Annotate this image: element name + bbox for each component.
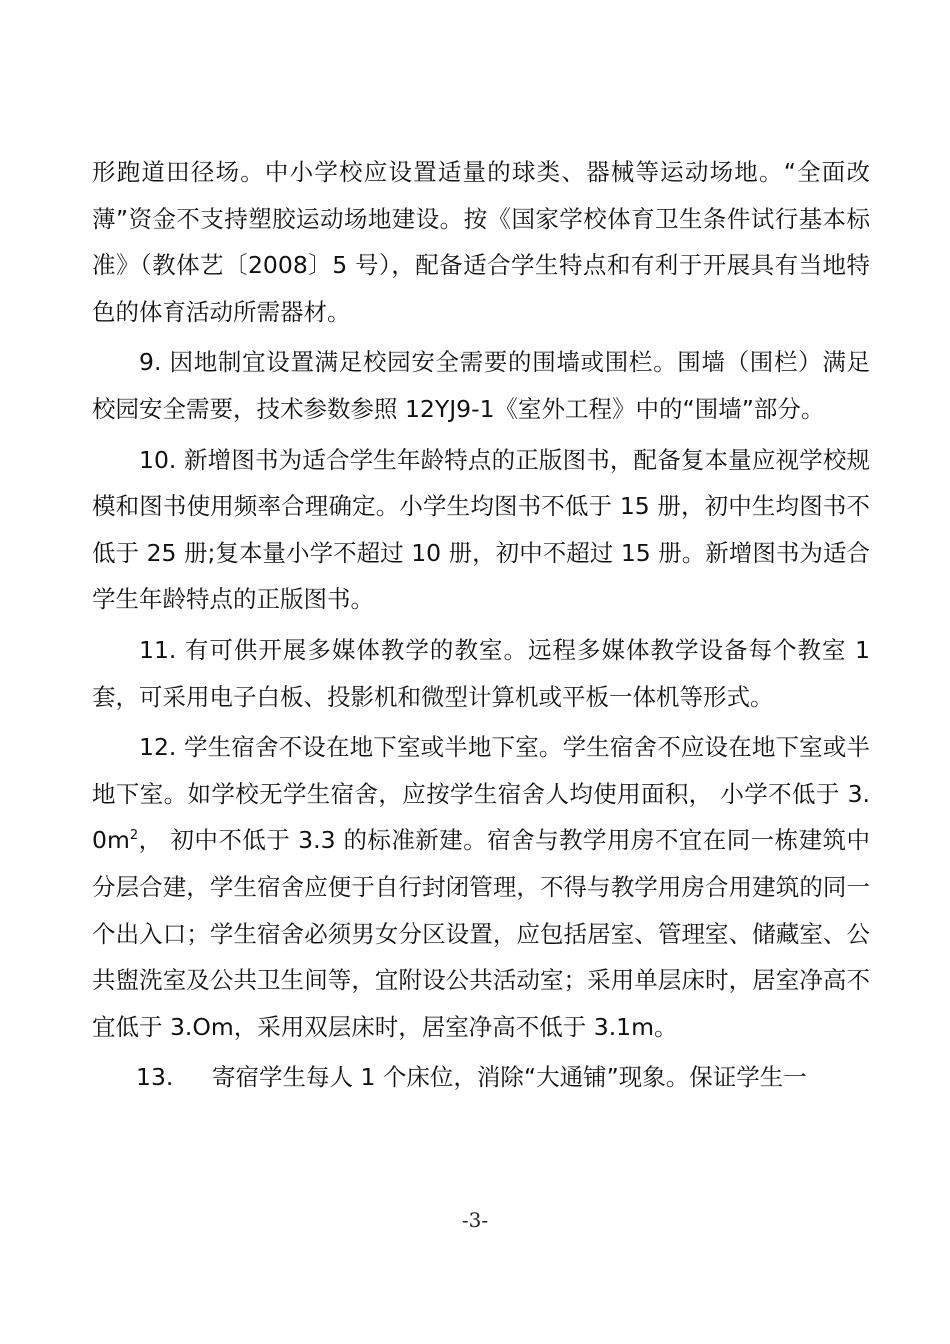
paragraph-11: 11. 有可供开展多媒体教学的教室。远程多媒体教学设备每个教室 1 套，可采用电子白板、投影机和微型计算机或平板一体机等形式。 — [92, 635, 870, 711]
paragraph-12-text-part1: 12. 学生宿舍不设在地下室或半地下室。学生宿舍不应设在地下室或半地下室。如学校无学生宿舍，应按学生宿舍人均使用面积， 小学不低于 3.0m — [92, 733, 870, 855]
paragraph-13-number: 13. — [136, 1063, 174, 1092]
paragraph-12 — [92, 724, 870, 1050]
paragraph-9: 9. 因地制宜设置满足校园安全需要的围墙或围栏。围墙（围栏）满足校园安全需要，技术参数参照 12YJ9-1《室外工程》中的“围墙”部分。 — [92, 348, 870, 423]
paragraph-12-text-part2: ， 初中不低于 3.3 的标准新建。宿舍与教学用房不宜在同一栋建筑中分层合建，学生宿舍应便于自行封闭管理，不得与教学用房合用建筑的同一个出入口；学生宿舍必须男女分区设置，应包括居室、管理室、储藏室、公共盥洗室及公共卫生间等，宜附设公共活动室；采用单层床时，居室净高不宜低于 3.Om，采用双层床时，居室净高不低于 3.1m。 — [92, 826, 870, 1041]
paragraph-10: 10. 新增图书为适合学生年龄特点的正版图书，配备复本量应视学校规模和图书使用频率合理确定。小学生均图书不低于 15 册，初中生均图书不低于 25 册;复本量小学不超过 10 册，初中不超过 15 册。新增图书为适合学生年龄特点的正版图书。 — [92, 445, 870, 614]
superscript-square: 2 — [129, 828, 139, 844]
paragraph-13-text: 寄宿学生每人 1 个床位，消除“大通铺”现象。保证学生一 — [212, 1063, 807, 1092]
paragraph-13 — [92, 1054, 870, 1101]
page-number: -3- — [461, 1208, 489, 1232]
document-body — [92, 149, 870, 1101]
paragraph-8-continued: 形跑道田径场。中小学校应设置适量的球类、器械等运动场地。“全面改薄”资金不支持塑胶运动场地建设。按《国家学校体育卫生条件试行基本标准》（教体艺〔2008〕5 号），配备适合学生特点和有利于开展具有当地特色的体育活动所需器材。 — [92, 158, 870, 326]
